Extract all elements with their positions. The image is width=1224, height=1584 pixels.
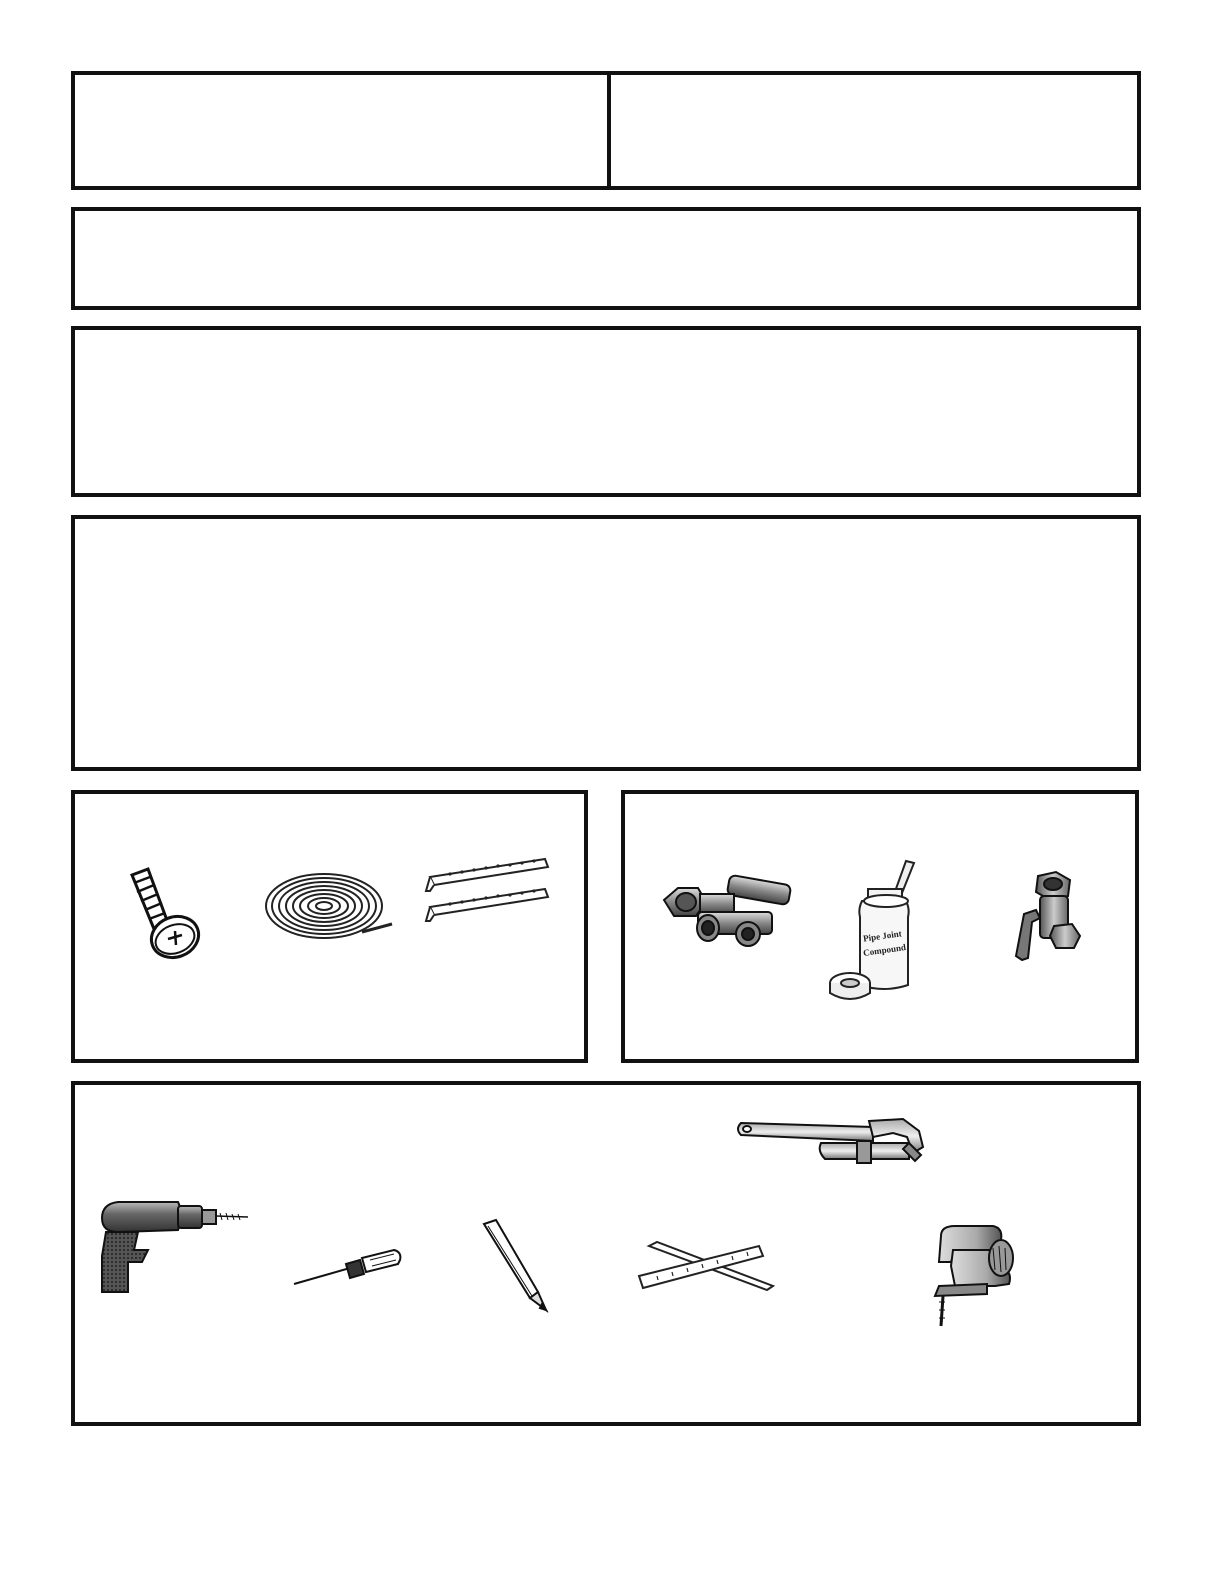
jigsaw-icon (925, 1222, 1025, 1330)
pipe-fittings-icon (660, 872, 800, 952)
section-3-box (71, 326, 1141, 497)
compound-label-line1: Pipe Joint (862, 928, 903, 944)
shutoff-valve-icon (1010, 870, 1085, 965)
section-4-box (71, 515, 1141, 771)
pencil-icon (480, 1218, 550, 1313)
pipe-wrench-icon (733, 1113, 928, 1168)
ruler-icon (637, 1240, 777, 1295)
section-2-box (71, 207, 1141, 310)
drill-icon (98, 1196, 253, 1296)
coiled-tubing-icon (262, 870, 397, 945)
pipe-joint-compound-icon (828, 857, 918, 1005)
header-box (71, 71, 1141, 190)
mounting-brackets-icon (420, 855, 555, 925)
screw-icon (120, 865, 205, 965)
screwdriver-icon (290, 1248, 405, 1290)
compound-label-line2: Compound (862, 942, 907, 958)
header-divider (607, 71, 611, 190)
